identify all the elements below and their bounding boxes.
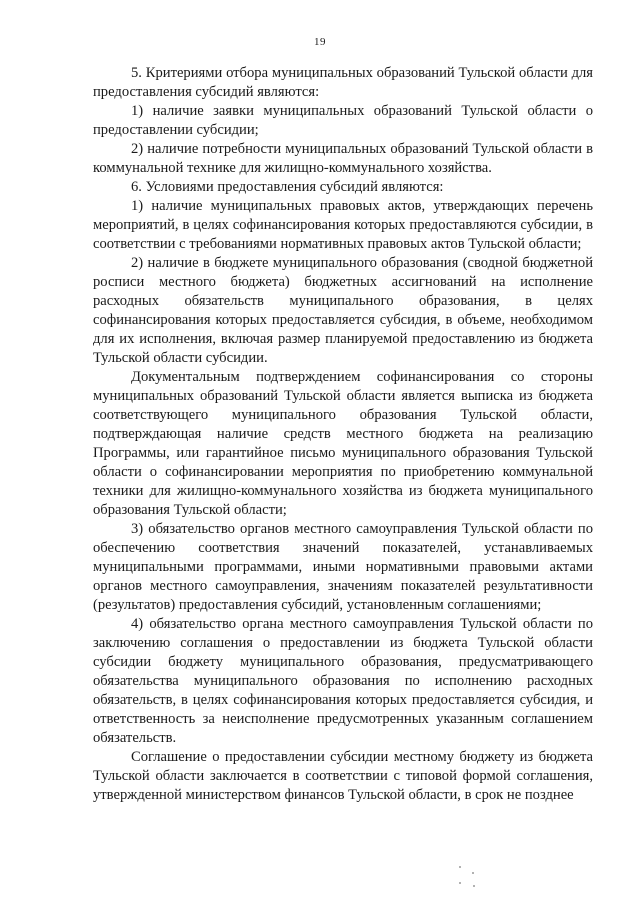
paragraph-agreement: Соглашение о предоставлении субсидии местному бюджету из бюджета Тульской области заключается в соответствии с типовой формой соглашения, утвержденной министерством финансов Тульской области, в срок не позднее [93, 749, 593, 803]
scan-speck [472, 872, 474, 874]
scan-speck [473, 885, 475, 887]
scan-speck [459, 882, 461, 884]
paragraph-condition-4: 4) обязательство органа местного самоуправления Тульской области по заключению соглашения о предоставлении из бюджета Тульской области субсидии бюджету муниципального образования, предусматривающего обязательства муниципального образования по исполнению расходных обязательств, в целях софинансирования которых предоставляется субсидия, и ответственность за неисполнение предусмотренных указанным соглашением обязательств. [93, 616, 593, 746]
page-number: 19 [314, 36, 326, 48]
paragraph-condition-1: 1) наличие муниципальных правовых актов, утверждающих перечень мероприятий, в целях софинансирования которых предоставляются субсидии, в соответствии с требованиями нормативных правовых актов Тульской области; [93, 198, 593, 252]
document-body [93, 64, 593, 805]
scan-speck [459, 866, 461, 868]
paragraph-criteria-1: 1) наличие заявки муниципальных образований Тульской области о предоставлении субсидии; [93, 103, 593, 138]
paragraph-conditions-heading: 6. Условиями предоставления субсидий являются: [131, 179, 444, 195]
paragraph-condition-3: 3) обязательство органов местного самоуправления Тульской области по обеспечению соответствия значений показателей, устанавливаемых муниципальными программами, иными нормативными правовыми актами органов местного самоуправления, значениям показателей результативности (результатов) предоставления субсидий, установленным соглашениями; [93, 521, 593, 613]
paragraph-documentary-confirmation: Документальным подтверждением софинансирования со стороны муниципальных образований Тульской области является выписка из бюджета соответствующего муниципального образования Тульской области, подтверждающая наличие средств местного бюджета на реализацию Программы, или гарантийное письмо муниципального образования Тульской области о софинансировании мероприятия по приобретению коммунальной техники для жилищно-коммунального хозяйства из бюджета муниципального образования Тульской области; [93, 369, 593, 518]
paragraph-criteria-heading: 5. Критериями отбора муниципальных образований Тульской области для предоставления субсидий являются: [93, 65, 593, 100]
paragraph-condition-2: 2) наличие в бюджете муниципального образования (сводной бюджетной росписи местного бюджета) бюджетных ассигнований на исполнение расходных обязательств муниципального образования, в целях софинансирования которых предоставляется субсидия, в объеме, необходимом для их исполнения, включая размер планируемой предоставлению из бюджета Тульской области субсидии. [93, 255, 593, 366]
paragraph-criteria-2: 2) наличие потребности муниципальных образований Тульской области в коммунальной технике для жилищно-коммунального хозяйства. [93, 141, 593, 176]
